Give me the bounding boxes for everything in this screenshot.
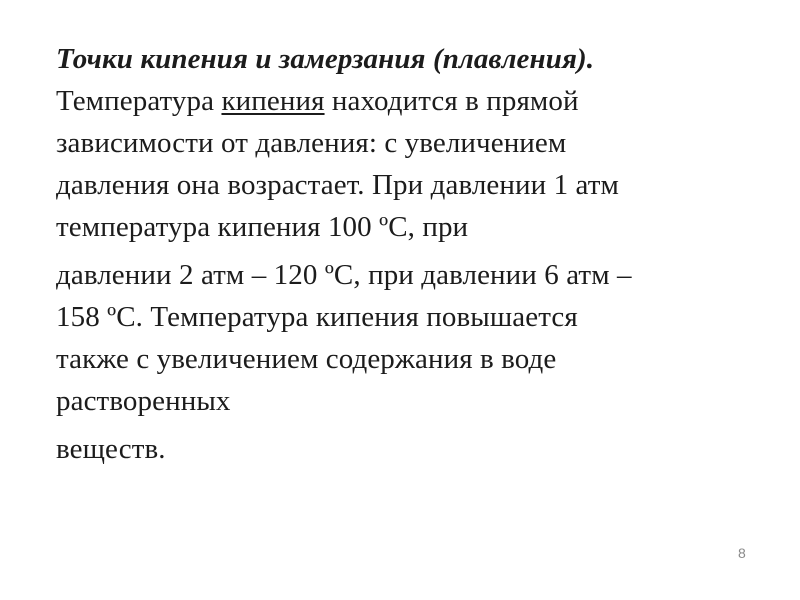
body-line-3: давления она возрастает. При давлении 1 атм [56, 169, 620, 201]
underlined-term: кипения [221, 85, 325, 117]
body-line-9: веществ. [56, 433, 166, 465]
page-number: 8 [738, 545, 746, 561]
slide-body [56, 38, 776, 470]
body-line-8: растворенных [56, 385, 231, 417]
body-line-7: также с увеличением содержания в воде [56, 343, 557, 375]
body-line-1 [56, 80, 776, 122]
body-line-1-end: находится в прямой [324, 85, 579, 117]
body-line-5: давлении 2 атм – 120 ºС, при давлении 6 атм – [56, 259, 632, 291]
slide-title: Точки кипения и замерзания (плавления). [56, 43, 595, 75]
body-line-4: температура кипения 100 ºС, при [56, 211, 469, 243]
body-line-2: зависимости от давления: с увеличением [56, 127, 567, 159]
body-line-6: 158 ºС. Температура кипения повышается [56, 301, 578, 333]
body-line-1-start: Температура [56, 85, 222, 117]
